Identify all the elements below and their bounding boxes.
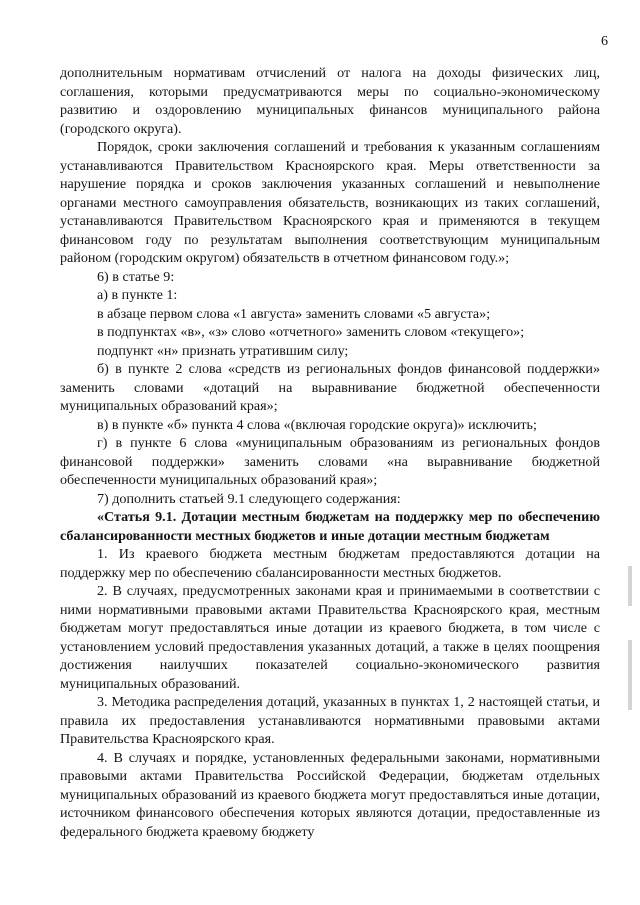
article-clause-4: 4. В случаях и порядке, установленных федеральными законами, нормативными правовыми актами Правительства Российской Федерации, бюджетам отдельных муниципальных образований из краевого бюджета могут предоставляться иные дотации, источником финансового обеспечения которых являются дотации, предоставленные из федерального бюджета краевому бюджету [60, 749, 600, 840]
amendment-line: подпункт «н» признать утратившим силу; [97, 342, 349, 359]
amendment-subitem-g: г) в пункте 6 слова «муниципальным образованиям из региональных фондов финансовой поддержки» заменить словами «на выравнивание бюджетной обеспеченности муниципальных образований края»; [60, 435, 600, 488]
document-body [60, 64, 600, 841]
page-number: 6 [601, 34, 608, 49]
amendment-subitem-a: а) в пункте 1: [97, 287, 178, 303]
amendment-subitem-b: б) в пункте 2 слова «средств из региональных фондов финансовой поддержки» заменить словами «дотаций на выравнивание бюджетной обеспеченности муниципальных образований края»; [60, 361, 600, 414]
paragraph-continuation: дополнительным нормативам отчислений от налога на доходы физических лиц, соглашения, которыми предусматриваются меры по социально-экономическому развитию и оздоровлению муниципальных финансов муниципального района (городского округа). [60, 65, 600, 137]
amendment-item-7: 7) дополнить статьей 9.1 следующего содержания: [97, 490, 401, 507]
article-clause-2: 2. В случаях, предусмотренных законами края и принимаемыми в соответствии с ними нормативными правовыми актами Правительства Красноярского края, местным бюджетам могут предоставляться иные дотации из краевого бюджета, в том числе с установлением условий предоставления указанных дотаций, а также в целях поощрения достижения наилучших показателей социально-экономического развития муниципальных образований. [60, 583, 600, 692]
amendment-subitem-v: в) в пункте «б» пункта 4 слова «(включая городские округа)» исключить; [97, 416, 537, 433]
amendment-line: в подпунктах «в», «з» слово «отчетного» заменить словом «текущего»; [97, 324, 525, 340]
scan-edge-mark [628, 640, 632, 710]
article-clause-3: 3. Методика распределения дотаций, указанных в пунктах 1, 2 настоящей статьи, и правила их предоставления устанавливаются нормативными правовыми актами Правительства Красноярского края. [60, 694, 600, 747]
article-heading: «Статья 9.1. Дотации местным бюджетам на поддержку мер по обеспечению сбалансированности местных бюджетов и иные дотации местным бюджетам [60, 509, 600, 544]
paragraph-agreements-procedure: Порядок, сроки заключения соглашений и требования к указанным соглашениям устанавливаются Правительством Красноярского края. Меры ответственности за нарушение порядка и сроков заключения указанных соглашений и невыполнение органами местного самоуправления обязательств, возникающих из таких соглашений, устанавливаются Правительством Красноярского края и применяются в текущем финансовом году по результатам выполнения соответствующим муниципальным районом (городским округом) обязательств в отчетном финансовом году.»; [60, 139, 600, 266]
article-clause-1: 1. Из краевого бюджета местным бюджетам предоставляются дотации на поддержку мер по обеспечению сбалансированности местных бюджетов. [60, 546, 600, 581]
amendment-item-6: 6) в статье 9: [97, 268, 175, 285]
scan-edge-mark [628, 566, 632, 606]
amendment-line: в абзаце первом слова «1 августа» заменить словами «5 августа»; [97, 305, 491, 322]
